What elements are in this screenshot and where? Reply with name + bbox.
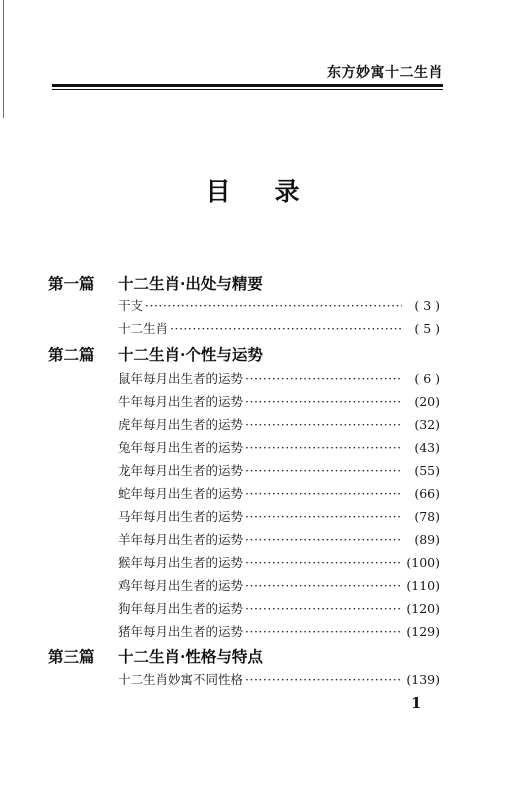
toc-entry[interactable]: [118, 484, 440, 504]
entry-page: (43): [414, 440, 440, 455]
leader-dots: [245, 622, 402, 642]
margin-line: [3, 0, 4, 118]
leader-dots: [170, 319, 402, 339]
entry-title: 羊年每月出生者的运势: [118, 532, 244, 547]
toc-entry[interactable]: [118, 599, 440, 619]
toc-entry[interactable]: [118, 296, 440, 316]
toc-entry[interactable]: [118, 438, 440, 458]
part-number: 第二篇: [48, 345, 95, 364]
header-rule-thick: [52, 84, 443, 87]
entry-page: (66): [414, 486, 440, 501]
leader-dots: [245, 599, 402, 619]
entry-page: (78): [414, 509, 440, 524]
toc-title: 目录: [205, 177, 344, 206]
leader-dots: [245, 576, 402, 596]
toc-entry[interactable]: [118, 670, 440, 690]
part-number: 第一篇: [48, 274, 95, 293]
entry-page: (32): [414, 417, 440, 432]
toc-entry[interactable]: [118, 530, 440, 550]
leader-dots: [245, 438, 402, 458]
toc-entry[interactable]: [118, 461, 440, 481]
toc-entry[interactable]: [118, 319, 440, 339]
leader-dots: [245, 507, 402, 527]
entry-title: 十二生肖妙寓不同性格: [118, 672, 244, 687]
entry-title: 干支: [118, 298, 144, 313]
leader-dots: [145, 296, 402, 316]
leader-dots: [245, 369, 402, 389]
entry-title: 鼠年每月出生者的运势: [118, 371, 244, 386]
entry-page: (110): [406, 578, 440, 593]
entry-page: ( 6 ): [414, 371, 440, 386]
entry-title: 十二生肖: [118, 321, 169, 336]
leader-dots: [245, 530, 402, 550]
entry-title: 狗年每月出生者的运势: [118, 601, 244, 616]
running-head: 东方妙寓十二生肖: [327, 65, 443, 81]
leader-dots: [245, 461, 402, 481]
entry-title: 兔年每月出生者的运势: [118, 440, 244, 455]
page-number: 1: [411, 694, 422, 712]
toc-entry[interactable]: [118, 415, 440, 435]
entry-title: 马年每月出生者的运势: [118, 509, 244, 524]
leader-dots: [245, 670, 402, 690]
part-number: 第三篇: [48, 647, 95, 666]
entry-page: ( 3 ): [414, 298, 440, 313]
entry-title: 虎年每月出生者的运势: [118, 417, 244, 432]
entry-title: 牛年每月出生者的运势: [118, 394, 244, 409]
toc-entry[interactable]: [118, 576, 440, 596]
leader-dots: [245, 392, 402, 412]
entry-title: 猴年每月出生者的运势: [118, 555, 244, 570]
toc-entry[interactable]: [118, 622, 440, 642]
entry-page: (139): [406, 672, 440, 687]
leader-dots: [245, 415, 402, 435]
toc-part-1[interactable]: [48, 273, 263, 295]
entry-page: (20): [414, 394, 440, 409]
toc-entry[interactable]: [118, 553, 440, 573]
toc-entry[interactable]: [118, 369, 440, 389]
entry-title: 龙年每月出生者的运势: [118, 463, 244, 478]
leader-dots: [245, 553, 402, 573]
entry-title: 猪年每月出生者的运势: [118, 624, 244, 639]
toc-part-3[interactable]: [48, 646, 263, 668]
entry-page: (55): [414, 463, 440, 478]
toc-entry[interactable]: [118, 392, 440, 412]
entry-page: (129): [406, 624, 440, 639]
toc-part-2[interactable]: [48, 344, 263, 366]
entry-page: (100): [406, 555, 440, 570]
entry-page: ( 5 ): [414, 321, 440, 336]
part-title: 十二生肖·性格与特点: [118, 647, 263, 666]
header-rule-thin: [52, 89, 443, 90]
entry-title: 鸡年每月出生者的运势: [118, 578, 244, 593]
entry-page: (120): [406, 601, 440, 616]
toc-entry[interactable]: [118, 507, 440, 527]
entry-title: 蛇年每月出生者的运势: [118, 486, 244, 501]
entry-page: (89): [414, 532, 440, 547]
part-title: 十二生肖·个性与运势: [118, 345, 263, 364]
part-title: 十二生肖·出处与精要: [118, 274, 263, 293]
leader-dots: [245, 484, 402, 504]
